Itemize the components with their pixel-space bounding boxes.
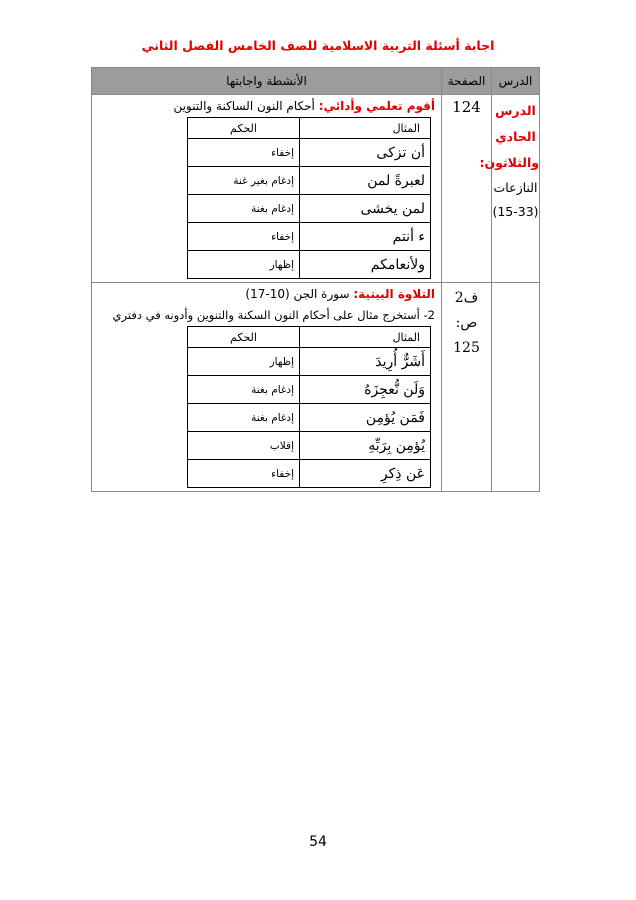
example-cell: يُؤمِن بِرَبِّهِ xyxy=(300,432,431,460)
header-page: الصفحة xyxy=(442,68,492,95)
table-row xyxy=(188,404,431,432)
lesson-row-2 xyxy=(92,283,540,492)
table-row xyxy=(188,167,431,195)
header-row xyxy=(92,68,540,95)
recitation-text: سورة الجن (10-17) xyxy=(245,287,350,301)
example-cell: ولأنعامكم xyxy=(300,251,431,279)
rules-table-header xyxy=(188,118,431,139)
rule-cell: إدغام بغنة xyxy=(188,376,300,404)
rule-header: الحكم xyxy=(188,118,300,139)
activity-text: أحكام النون الساكنة والتنوين xyxy=(173,99,315,113)
rule-cell: إظهار xyxy=(188,251,300,279)
rule-cell: إظهار xyxy=(188,348,300,376)
example-cell: أَشَرٌّ أُرِيدَ xyxy=(300,348,431,376)
lesson-cell xyxy=(492,283,540,492)
example-header: المثال xyxy=(300,327,431,348)
header-lesson: الدرس xyxy=(492,68,540,95)
activity-heading xyxy=(92,95,441,117)
table-row xyxy=(188,195,431,223)
page-number: 54 xyxy=(309,834,327,850)
lesson-cell xyxy=(479,95,540,283)
activity-cell xyxy=(92,95,442,283)
rules-table xyxy=(187,117,431,279)
rule-cell: إدغام بغنة xyxy=(188,404,300,432)
table-row xyxy=(188,376,431,404)
table-row xyxy=(188,460,431,488)
rule-header: الحكم xyxy=(188,327,300,348)
rule-cell: إخفاء xyxy=(188,223,300,251)
rule-cell: إخفاء xyxy=(188,460,300,488)
examples-table xyxy=(187,326,431,488)
lesson-title-line: والثلاثون: xyxy=(479,155,539,170)
recitation-label: التلاوة البيتية: xyxy=(353,287,435,301)
rule-cell: إقلاب xyxy=(188,432,300,460)
activity-label: أقوم تعلمي وأدائي: xyxy=(318,99,435,113)
example-cell: وَلَن نُّعجِزَهُ xyxy=(300,376,431,404)
lesson-range: (15-33) xyxy=(492,204,539,219)
lesson-title-line: الدرس xyxy=(495,103,536,118)
activity-cell xyxy=(92,283,442,492)
example-cell: ء أنتم xyxy=(300,223,431,251)
table-row xyxy=(188,223,431,251)
example-cell: لمن يخشى xyxy=(300,195,431,223)
page-title: اجابة أسئلة التربية الاسلامية للصف الخامس الفصل الثاني xyxy=(141,38,495,53)
page-cell xyxy=(442,95,492,283)
page-number-cell: 124 xyxy=(452,98,481,116)
example-header: المثال xyxy=(300,118,431,139)
question-text: 2- أستخرج مثال على أحكام النون السكنة والتنوين وأدونه في دفتري xyxy=(112,308,435,322)
table-row xyxy=(188,251,431,279)
page-line: ص: xyxy=(455,315,478,331)
example-cell: فَمَن يُؤمِن xyxy=(300,404,431,432)
table-row xyxy=(188,432,431,460)
page-cell xyxy=(442,283,492,492)
rule-cell: إدغام بغنة xyxy=(188,195,300,223)
examples-table-header xyxy=(188,327,431,348)
page-line: 125 xyxy=(453,340,480,356)
rule-cell: إخفاء xyxy=(188,139,300,167)
page-line: ف2 xyxy=(454,290,479,306)
recitation-heading xyxy=(92,283,441,305)
lesson-row-1 xyxy=(92,95,540,283)
lesson-title-line: الحادي xyxy=(495,129,536,144)
example-cell: عَن ذِكرِ xyxy=(300,460,431,488)
header-activities: الأنشطة واجابتها xyxy=(92,68,442,95)
answers-table xyxy=(91,67,540,492)
rule-cell: إدغام بغير غنة xyxy=(188,167,300,195)
table-row xyxy=(188,139,431,167)
example-cell: أن تزكى xyxy=(300,139,431,167)
example-cell: لعبرةً لمن xyxy=(300,167,431,195)
lesson-name: النازعات xyxy=(493,180,538,195)
table-row xyxy=(188,348,431,376)
